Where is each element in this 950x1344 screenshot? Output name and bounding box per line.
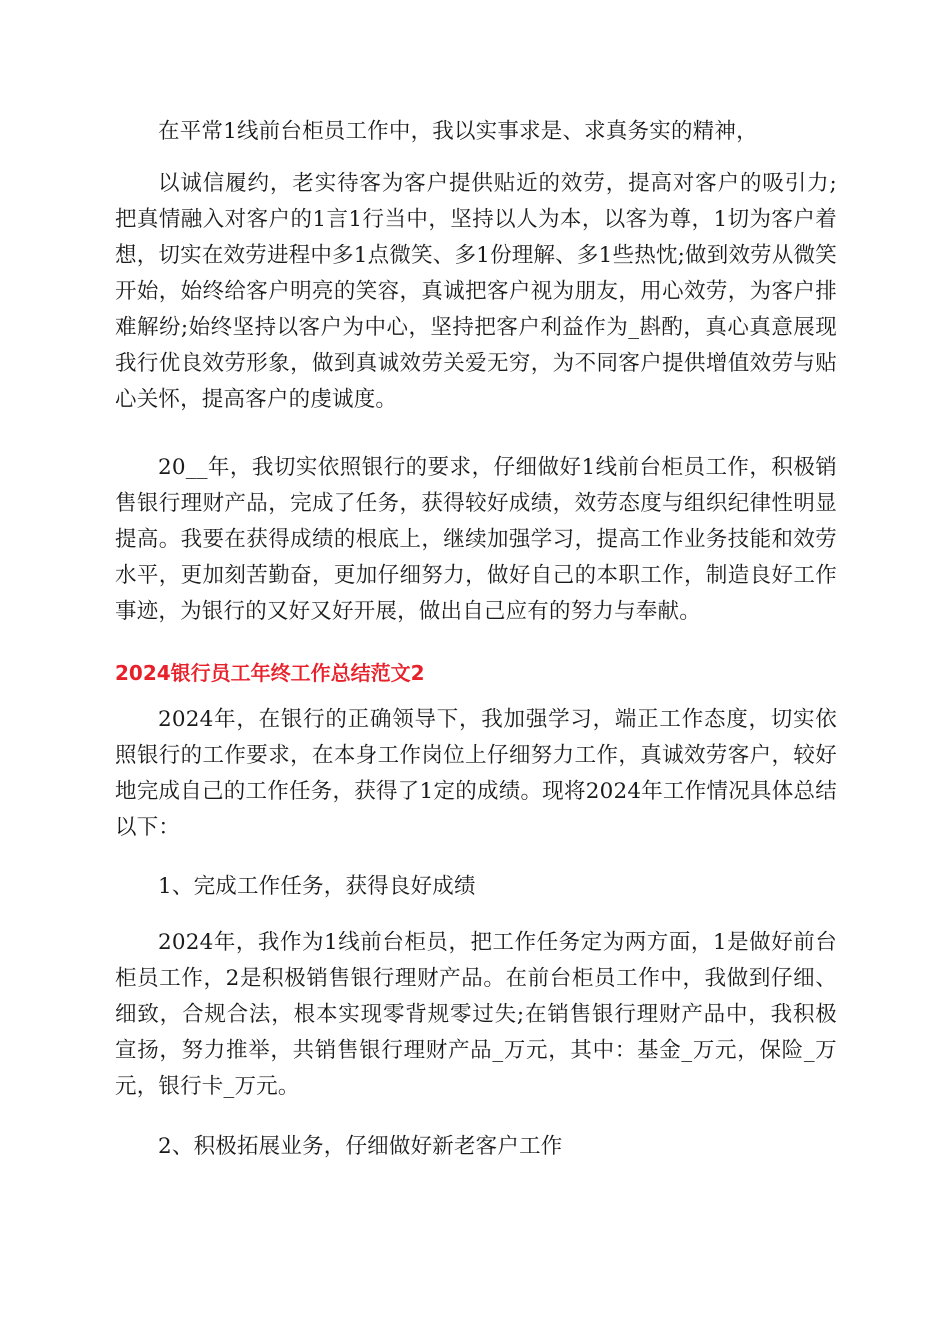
subheading-complete-tasks: 1、完成工作任务，获得良好成绩 bbox=[158, 874, 476, 899]
paragraph-year-summary: 20__年，我切实依照银行的要求，仔细做好1线前台柜员工作，积极销售银行理财产品，完成了任务，获得较好成绩，效劳态度与组织纪律性明显提高。我要在获得成绩的根底上，继续加强学习，提高工作业务技能和效劳水平，更加刻苦勤奋，更加仔细努力，做好自己的本职工作，制造良好工作事迹，为银行的又好又好开展，做出自己应有的努力与奉献。 bbox=[115, 455, 837, 624]
section-heading: 2024银行员工年终工作总结范文2 bbox=[115, 661, 425, 685]
paragraph-teller-work: 2024年，我作为1线前台柜员，把工作任务定为两方面，1是做好前台柜员工作，2是积极销售银行理财产品。在前台柜员工作中，我做到仔细、细致，合规合法，根本实现零背规零过失;在销售银行理财产品中，我积极宣扬，努力推举，共销售银行理财产品_万元，其中：基金_万元，保险_万元，银行卡_万元。 bbox=[115, 930, 837, 1099]
paragraph-2024-overview: 2024年，在银行的正确领导下，我加强学习，端正工作态度，切实依照银行的工作要求，在本身工作岗位上仔细努力工作，真诚效劳客户，较好地完成自己的工作任务，获得了1定的成绩。现将2024年工作情况具体总结以下： bbox=[115, 707, 837, 840]
paragraph-intro-line: 在平常1线前台柜员工作中，我以实事求是、求真务实的精神， bbox=[158, 119, 758, 144]
subheading-expand-business: 2、积极拓展业务，仔细做好新老客户工作 bbox=[158, 1134, 563, 1159]
paragraph-service-attitude: 以诚信履约，老实待客为客户提供贴近的效劳，提高对客户的吸引力;把真情融入对客户的1言1行当中，坚持以人为本，以客为尊，1切为客户着想，切实在效劳进程中多1点微笑、多1份理解、多1些热忱;做到效劳从微笑开始，始终给客户明亮的笑容，真诚把客户视为朋友，用心效劳，为客户排难解纷;始终坚持以客户为中心，坚持把客户利益作为_斟酌，真心真意展现我行优良效劳形象，做到真诚效劳关爱无穷，为不同客户提供增值效劳与贴心关怀，提高客户的虔诚度。 bbox=[115, 171, 837, 412]
